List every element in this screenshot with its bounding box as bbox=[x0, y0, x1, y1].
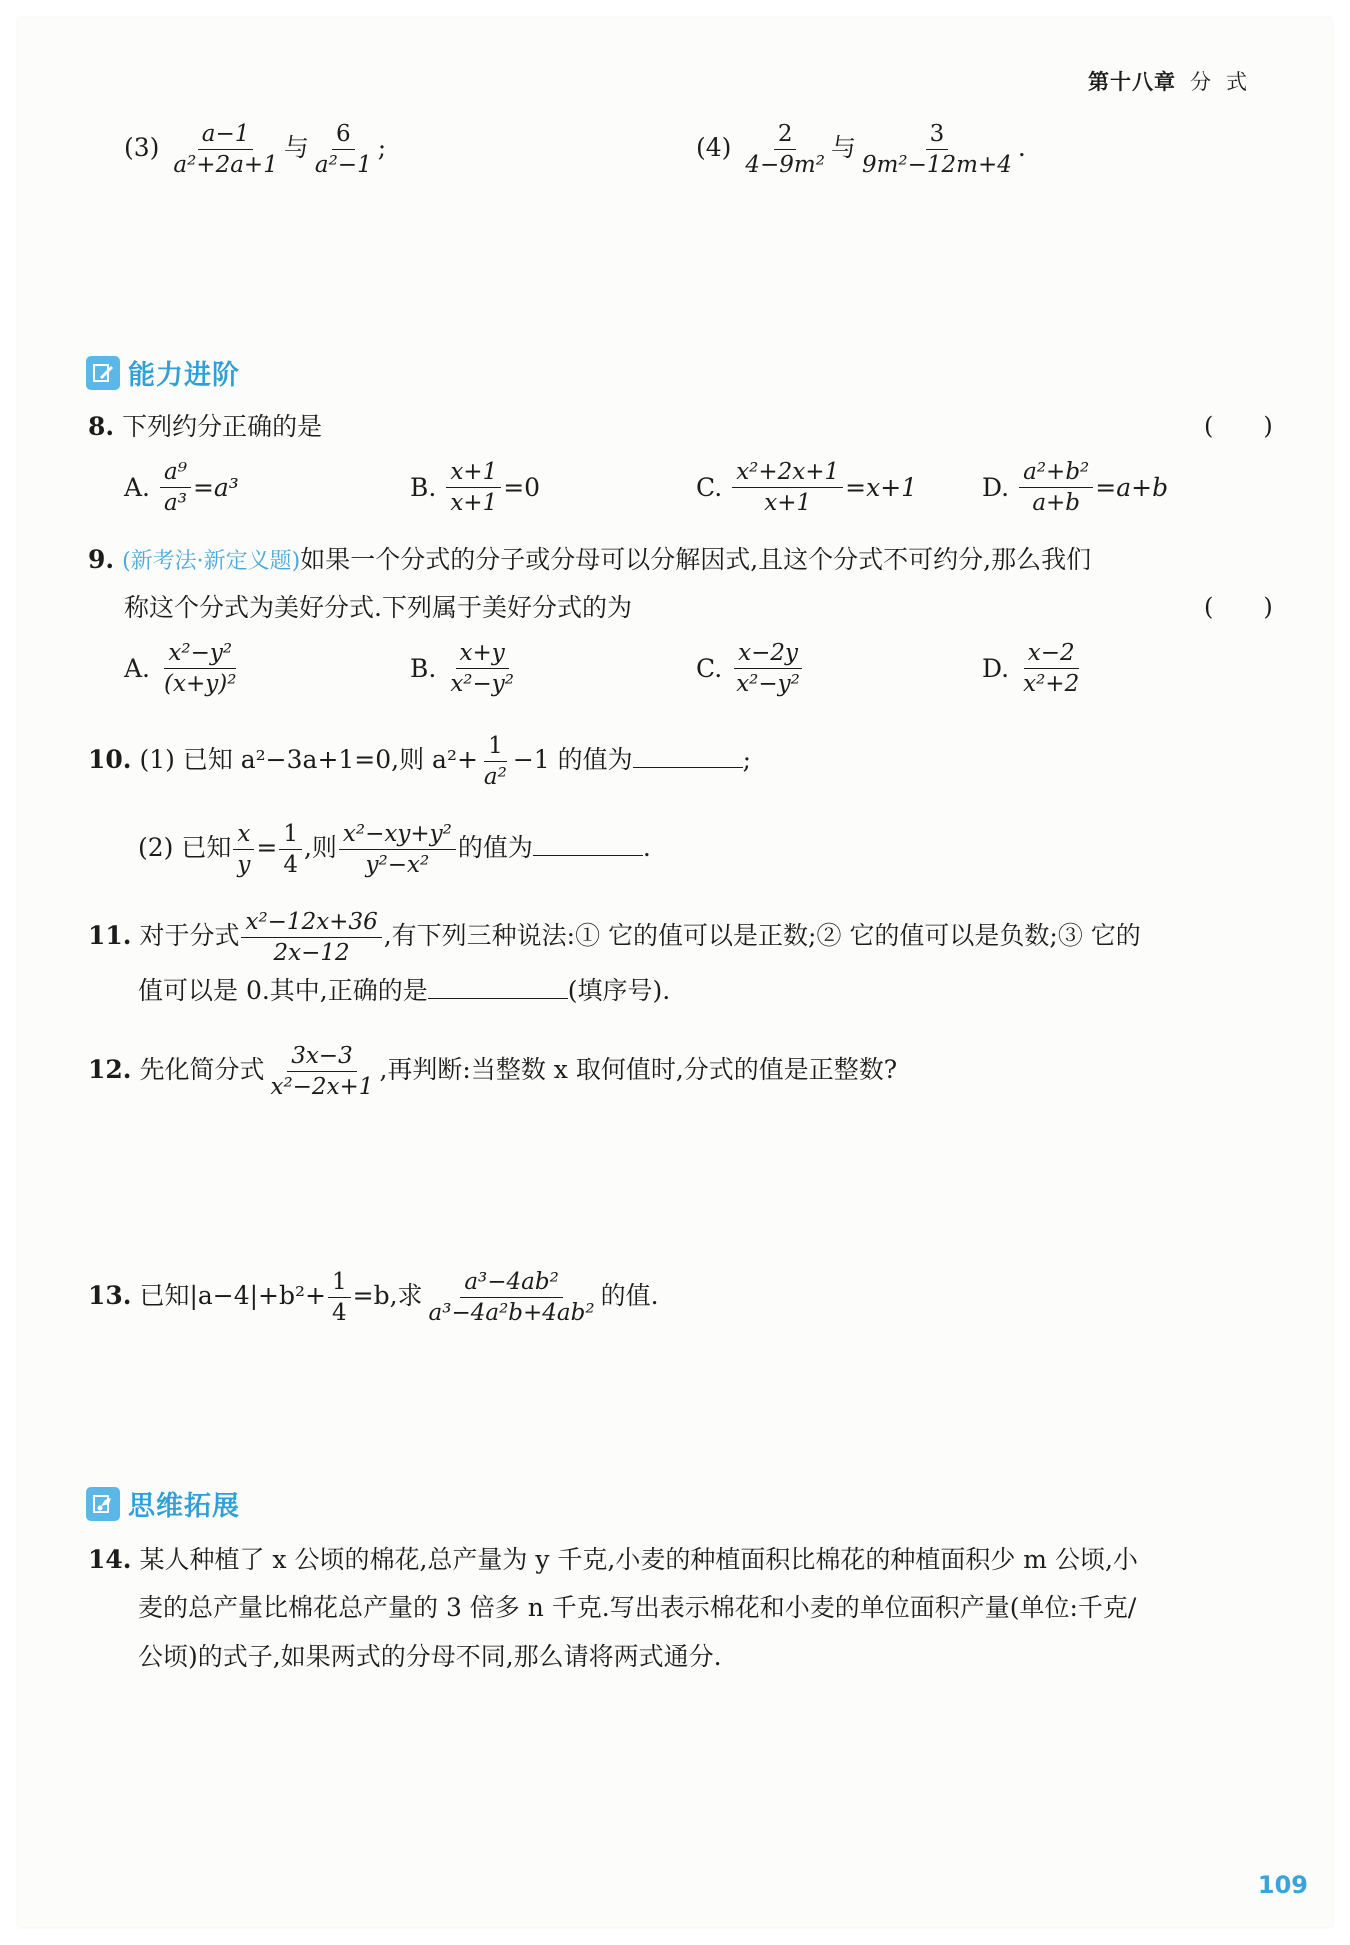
answer-blank[interactable] bbox=[533, 831, 643, 856]
chapter-title: 第十八章 bbox=[1088, 70, 1176, 94]
question-9-line2: 称这个分式为美好分式.下列属于美好分式的为 bbox=[124, 593, 632, 622]
q8-option-d: D. $\frac{\text{a²+b²}}{a+b}$ =a+b bbox=[982, 459, 1169, 516]
fraction: $\frac{2}{\text{4−9m²}}$ bbox=[745, 121, 825, 178]
q9-option-d: D. $\frac{x-2}{\text{x²+2}}$ bbox=[982, 640, 1080, 697]
fraction: $\frac{a-1}{\text{a²+2a+1}}$ bbox=[173, 121, 278, 178]
q7-part3: (3) $\frac{a-1}{\text{a²+2a+1}}$ 与 $\frac{6}{\text{a²−1}}$ ; bbox=[124, 121, 387, 178]
chapter-name-2: 式 bbox=[1226, 70, 1248, 94]
answer-paren: ( ) bbox=[1204, 412, 1275, 440]
question-11-line2: 值可以是 0.其中,正确的是 (填序号). bbox=[138, 976, 671, 1005]
q7-part4: (4) $\frac{2}{\text{4−9m²}}$ 与 $\frac{3}{\text{9m²−12m+4}}$ . bbox=[696, 121, 1026, 178]
question-14-line3: 公顷)的式子,如果两式的分母不同,那么请将两式通分. bbox=[138, 1642, 722, 1671]
question-13: 13. 已知|a−4|+b²+ $\frac{1}{4}$ =b,求 $\frac{\text{a³−4ab²}}{\text{a³−4a²b+4ab²}}$ 的值. bbox=[88, 1269, 659, 1326]
q9-option-c: C. $\frac{x-2y}{\text{x²−y²}}$ bbox=[696, 639, 806, 698]
section-title: 能力进阶 bbox=[128, 360, 240, 391]
fraction: $\frac{6}{\text{a²−1}}$ bbox=[314, 121, 372, 178]
q9-option-b: B. $\frac{x+y}{\text{x²−y²}}$ bbox=[410, 640, 515, 697]
section-title: 思维拓展 bbox=[128, 1491, 240, 1522]
puzzle-icon bbox=[86, 1487, 120, 1521]
answer-blank[interactable] bbox=[428, 974, 568, 999]
question-tag: (新考法·新定义题) bbox=[122, 549, 301, 574]
pencil-icon bbox=[86, 356, 120, 390]
answer-paren: ( ) bbox=[1204, 593, 1275, 621]
answer-blank[interactable] bbox=[633, 743, 743, 768]
q9-option-a: A. $\frac{\text{x²−y²}}{\text{(x+y)²}}$ bbox=[124, 640, 237, 697]
section-header-ability bbox=[86, 353, 240, 392]
question-11: 11. 对于分式 $\frac{\text{x²−12x+36}}{2x-12}$ ,有下列三种说法:① 它的值可以是正数;② 它的值可以是负数;③ 它的 bbox=[88, 909, 1141, 966]
chapter-name-1: 分 bbox=[1190, 70, 1212, 94]
fraction: $\frac{3}{\text{9m²−12m+4}}$ bbox=[861, 121, 1012, 178]
section-header-thinking bbox=[86, 1484, 240, 1523]
question-10-part1: 10. (1) 已知 a²−3a+1=0,则 a²+ $\frac{1}{\text{a²}}$ −1 的值为 ; bbox=[88, 733, 752, 790]
q8-option-a: A. $\frac{\text{a⁹}}{\text{a³}}$ =a³ bbox=[124, 459, 239, 516]
question-14: 14. 某人种植了 x 公顷的棉花,总产量为 y 千克,小麦的种植面积比棉花的种植面积少 m 公顷,小 bbox=[88, 1545, 1138, 1574]
question-8: 8. 下列约分正确的是 bbox=[88, 412, 323, 441]
question-14-line2: 麦的总产量比棉花总产量的 3 倍多 n 千克.写出表示棉花和小麦的单位面积产量(单位:千克/ bbox=[138, 1593, 1137, 1622]
question-9: 9. (新考法·新定义题)如果一个分式的分子或分母可以分解因式,且这个分式不可约分,那么我们 bbox=[88, 545, 1092, 574]
q8-option-c: C. $\frac{\text{x²+2x+1}}{x+1}$ =x+1 bbox=[696, 459, 918, 516]
question-12: 12. 先化简分式 $\frac{3x-3}{\text{x²−2x+1}}$ ,再判断:当整数 x 取何值时,分式的值是正整数? bbox=[88, 1043, 898, 1100]
page-number: 109 bbox=[1257, 1871, 1308, 1899]
question-10-part2: (2) 已知 $\frac{x}{y}$ = $\frac{1}{4}$ ,则 $\frac{\text{x²−xy+y²}}{\text{y²−x²}}$ 的值为 . bbox=[138, 821, 651, 878]
chapter-header bbox=[1088, 66, 1248, 96]
q8-option-b: B. $\frac{x+1}{x+1}$ =0 bbox=[410, 459, 541, 516]
